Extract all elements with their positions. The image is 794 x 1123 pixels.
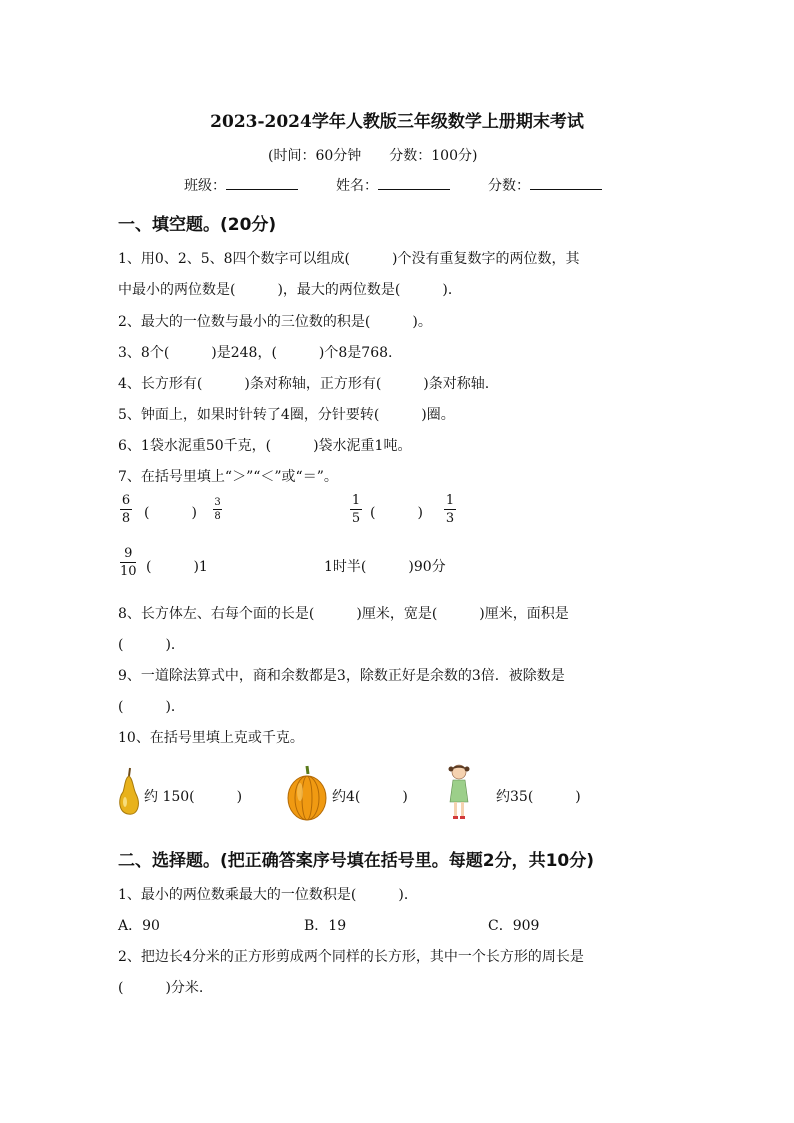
choice-question-1: 1、最小的两位数乘最大的一位数积是( )．	[118, 887, 418, 903]
compare-paren-a[interactable]: ( )	[144, 505, 197, 521]
question-1-line1: 1、用0、2、5、8四个数字可以组成( )个没有重复数字的两位数，其	[118, 251, 580, 267]
choice-question-2-line1: 2、把边长4分米的正方形剪成两个同样的长方形，其中一个长方形的周长是	[118, 949, 584, 965]
fraction-9-10: 9 10	[120, 546, 137, 579]
option-b[interactable]: B．19	[304, 918, 347, 934]
option-c[interactable]: C．909	[488, 918, 540, 934]
score-blank[interactable]	[530, 175, 602, 190]
question-4: 4、长方形有( )条对称轴，正方形有( )条对称轴.	[118, 376, 490, 392]
pear-weight[interactable]: 约 150( )	[144, 789, 243, 805]
name-blank[interactable]	[378, 175, 450, 190]
page-title: 2023-2024学年人教版三年级数学上册期末考试	[210, 112, 584, 132]
question-9-line2: ( )．	[118, 699, 185, 715]
question-2: 2、最大的一位数与最小的三位数的积是( )。	[118, 314, 432, 330]
question-9-line1: 9、一道除法算式中，商和余数都是3，除数正好是余数的3倍．被除数是	[118, 668, 565, 684]
score-field	[488, 175, 602, 195]
fraction-1-3: 1 3	[445, 493, 455, 526]
class-blank[interactable]	[226, 175, 298, 190]
pumpkin-weight[interactable]: 约4( )	[332, 789, 408, 805]
question-8-line2: ( )．	[118, 637, 185, 653]
question-6: 6、1袋水泥重50千克，( )袋水泥重1吨。	[118, 438, 412, 454]
question-10: 10、在括号里填上克或千克。	[118, 730, 304, 746]
compare-paren-c[interactable]: ( )1	[146, 559, 208, 575]
option-a[interactable]: A．90	[118, 918, 160, 934]
exam-time-score: (时间：60分钟 分数：100分)	[268, 148, 478, 164]
choice-question-2-line2: ( )分米.	[118, 980, 204, 996]
fraction-1-5: 1 5	[351, 493, 361, 526]
section-1-heading: 一、填空题。(20分)	[118, 215, 277, 235]
name-field	[336, 175, 450, 195]
question-5: 5、钟面上，如果时针转了4圈，分针要转( )圈。	[118, 407, 455, 423]
section-2-heading: 二、选择题。(把正确答案序号填在括号里。每题2分，共10分)	[118, 851, 595, 871]
question-3: 3、8个( )是248，( )个8是768.	[118, 345, 393, 361]
pear-icon	[116, 766, 142, 818]
compare-paren-b[interactable]: ( )	[370, 505, 423, 521]
fraction-6-8: 6 8	[121, 493, 131, 526]
girl-weight[interactable]: 约35( )	[496, 789, 581, 805]
score-label: 分数：	[488, 178, 530, 194]
girl-icon	[444, 762, 474, 822]
name-label: 姓名：	[336, 178, 378, 194]
class-label: 班级：	[184, 178, 226, 194]
pumpkin-icon	[286, 762, 328, 822]
compare-time[interactable]: 1时半( )90分	[324, 559, 446, 575]
fraction-3-8: 3 8	[214, 497, 221, 522]
question-8-line1: 8、长方体左、右每个面的长是( )厘米，宽是( )厘米，面积是	[118, 606, 569, 622]
question-7: 7、在括号里填上“＞”“＜”或“＝”。	[118, 469, 338, 485]
question-1-line2: 中最小的两位数是( )，最大的两位数是( )．	[118, 282, 462, 298]
class-field	[184, 175, 298, 195]
